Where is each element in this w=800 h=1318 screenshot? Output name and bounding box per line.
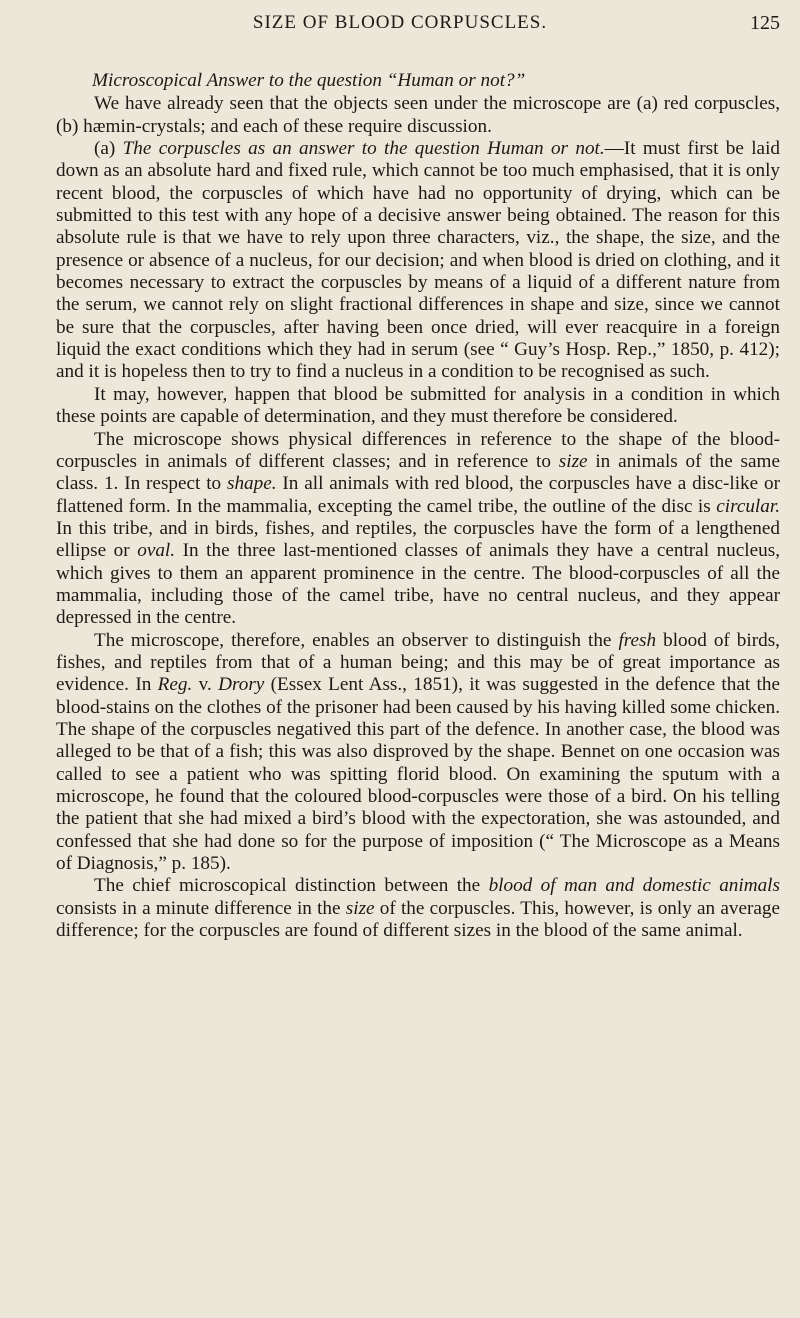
paragraph-4-part-c: In all animals with red blood, the corpuscles have a disc-like or flattened form. In the mammalia, excepting the camel tribe, the outline of the disc is (56, 473, 780, 517)
section-heading-text: Microscopical Answer to the question “Human or not?” (92, 70, 526, 91)
paragraph-6-part-a: The chief microscopical distinction between the (94, 875, 489, 897)
paragraph-5-part-a: The microscope, therefore, enables an observer to distinguish the (94, 629, 619, 651)
emphasis-oval: oval. (137, 540, 176, 562)
body-text (56, 70, 780, 942)
paragraph-2-heading: The corpuscles as an answer to the question Human or not. (122, 138, 605, 160)
emphasis-size-2: size (345, 897, 375, 919)
case-name-reg: Reg. (157, 674, 193, 696)
paragraph-2-label: (a) (94, 138, 116, 160)
emphasis-shape: shape. (227, 473, 277, 495)
paragraph-4-part-d: In this tribe, and in birds, fishes, and reptiles, the corpuscles have the form of a lengthened ellipse or (56, 517, 780, 562)
paragraph-5-part-d: (Essex Lent Ass., 1851), it was suggested in the defence that the blood-stains on the clothes of the prisoner had been caused by his having killed some chicken. The shape of the corpuscles negatived this part of the defence. In another case, the blood was alleged to be that of a fish; this was also disproved by the shape. Bennet on one occasion was called to see a patient who was spitting florid blood. On examining the sputum with a microscope, he found that the coloured blood-corpuscles were those of a bird. On his telling the patient that she had mixed a bird’s blood with the expectoration, she was astounded, and confessed that she had done so for the purpose of imposition (“ The Microscope as a Means of Diagnosis,” p. 185). (56, 674, 780, 875)
paragraph-4-part-b: in animals of the same class. 1. In respect to (56, 450, 780, 495)
paragraph-6-part-c: of the corpuscles. This, however, is only an average difference; for the corpuscles are found of different sizes in the blood of the same animal. (56, 897, 780, 942)
paragraph-6 (56, 875, 780, 942)
paragraph-1: We have already seen that the objects seen under the microscope are (a) red corpuscles, (b) hæmin-crystals; and each of these require discussion. (56, 93, 780, 137)
paragraph-5-part-c: v. (192, 674, 219, 696)
emphasis-blood-of-man: blood of man and domestic animals (488, 875, 780, 897)
paragraph-4 (56, 429, 780, 630)
paragraph-6-part-b: consists in a minute difference in the (56, 897, 346, 919)
paragraph-4-part-a: The microscope shows physical differences in reference to the shape of the blood-corpuscles in animals of different classes; and in reference to (56, 428, 780, 472)
emphasis-fresh: fresh (618, 629, 657, 651)
paragraph-4-part-e: In the three last-mentioned classes of animals they have a central nucleus, which gives to them an apparent prominence in the centre. The blood-corpuscles of all the mammalia, including those of the camel tribe, have no central nucleus, and they appear depressed in the centre. (56, 540, 780, 629)
paragraph-2 (56, 138, 780, 384)
paragraph-2-body: —It must first be laid down as an absolute hard and fixed rule, which cannot be too much emphasised, that it is only recent blood, the corpuscles of which have had no opportunity of drying, which can be submitted to this test with any hope of a decisive answer being obtained. The reason for this absolute rule is that we have to rely upon three characters, viz., the shape, the size, and the presence or absence of a nucleus, for our decision; and when blood is dried on clothing, and it becomes necessary to extract the corpuscles by means of a liquid of a different nature from the serum, we cannot rely on slight fractional differences in shape and size, since we cannot be sure that the corpuscles, after having been once dried, will ever reacquire in a foreign liquid the exact conditions which they had in serum (see “ Guy’s Hosp. Rep.,” 1850, p. 412); and it is hopeless then to try to find a nucleus in a condition to be recognised as such. (56, 138, 780, 383)
paragraph-5 (56, 630, 780, 876)
section-heading (56, 70, 780, 92)
running-title: SIZE OF BLOOD CORPUSCLES. (252, 12, 548, 33)
running-head (0, 12, 800, 42)
case-name-drory: Drory (218, 674, 265, 696)
emphasis-size: size (558, 450, 588, 472)
page-number: 125 (750, 12, 780, 34)
paragraph-5-part-b: blood of birds, fishes, and reptiles from that of a human being; and this may be of great importance as evidence. In (56, 629, 780, 696)
emphasis-circular: circular. (716, 495, 780, 517)
paragraph-3: It may, however, happen that blood be submitted for analysis in a condition in which these points are capable of determination, and they must therefore be considered. (56, 383, 780, 428)
